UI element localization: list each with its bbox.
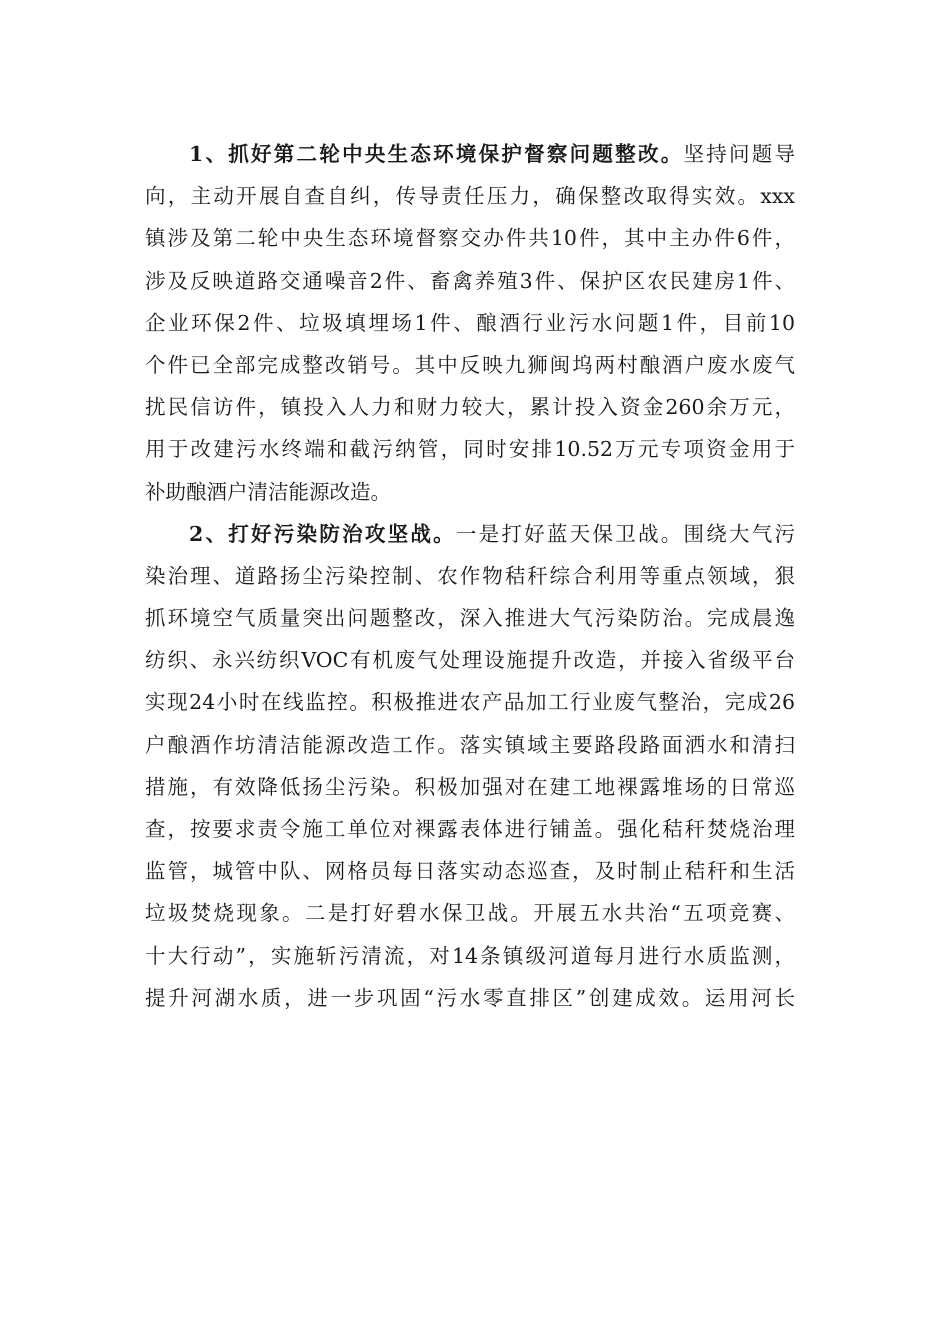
paragraph-2-line-2: 染治理、道路扬尘污染控制、农作物秸秆综合利用等重点领域，狠	[145, 563, 795, 588]
paragraph-2-line-1-text: 一是打好蓝天保卫战。围绕大气污	[455, 521, 796, 546]
paragraph-1-line-3: 镇涉及第二轮中央生态环境督察交办件共10件，其中主办件6件，	[145, 226, 795, 251]
paragraph-2-line-9: 监管，城管中队、网格员每日落实动态巡查，及时制止秸秆和生活	[145, 859, 795, 884]
paragraph-1-line-2: 向，主动开展自查自纠，传导责任压力，确保整改取得实效。xxx	[145, 184, 795, 209]
paragraph-2-heading: 2、打好污染防治攻坚战。	[189, 521, 456, 546]
paragraph-2	[145, 513, 795, 1019]
paragraph-1-line-5: 企业环保2件、垃圾填埋场1件、酿酒行业污水问题1件，目前10	[145, 310, 795, 335]
paragraph-1	[145, 133, 795, 513]
paragraph-1-line-9: 补助酿酒户清洁能源改造。	[145, 479, 391, 504]
paragraph-1-heading: 1、抓好第二轮中央生态环境保护督察问题整改。	[189, 142, 684, 166]
paragraph-1-line-7: 扰民信访件，镇投入人力和财力较大，累计投入资金260余万元，	[145, 395, 795, 420]
paragraph-1-line-1	[145, 133, 795, 175]
paragraph-2-line-4: 纺织、永兴纺织VOC有机废气处理设施提升改造，并接入省级平台	[145, 648, 795, 673]
paragraph-2-line-6: 户酿酒作坊清洁能源改造工作。落实镇域主要路段路面洒水和清扫	[145, 732, 795, 757]
paragraph-1-line-4: 涉及反映道路交通噪音2件、畜禽养殖3件、保护区农民建房1件、	[145, 268, 795, 293]
paragraph-2-line-12: 提升河湖水质，进一步巩固“污水零直排区”创建成效。运用河长	[145, 985, 795, 1010]
paragraph-2-line-8: 查，按要求责令施工单位对裸露表体进行铺盖。强化秸秆焚烧治理	[145, 817, 795, 841]
paragraph-2-line-1	[145, 513, 795, 555]
paragraph-1-line-1-text: 坚持问题导	[683, 142, 796, 166]
paragraph-1-line-6: 个件已全部完成整改销号。其中反映九狮闽坞两村酿酒户废水废气	[145, 352, 795, 377]
paragraph-2-line-5: 实现24小时在线监控。积极推进农产品加工行业废气整治，完成26	[145, 690, 795, 715]
paragraph-2-line-11: 十大行动”，实施斩污清流，对14条镇级河道每月进行水质监测，	[145, 943, 795, 968]
document-body	[145, 133, 795, 1019]
paragraph-1-line-8: 用于改建污水终端和截污纳管，同时安排10.52万元专项资金用于	[145, 437, 795, 462]
paragraph-2-line-10: 垃圾焚烧现象。二是打好碧水保卫战。开展五水共治“五项竞赛、	[145, 901, 795, 926]
paragraph-2-line-7: 措施，有效降低扬尘污染。积极加强对在建工地裸露堆场的日常巡	[145, 774, 795, 799]
paragraph-2-line-3: 抓环境空气质量突出问题整改，深入推进大气污染防治。完成晨逸	[145, 606, 795, 631]
